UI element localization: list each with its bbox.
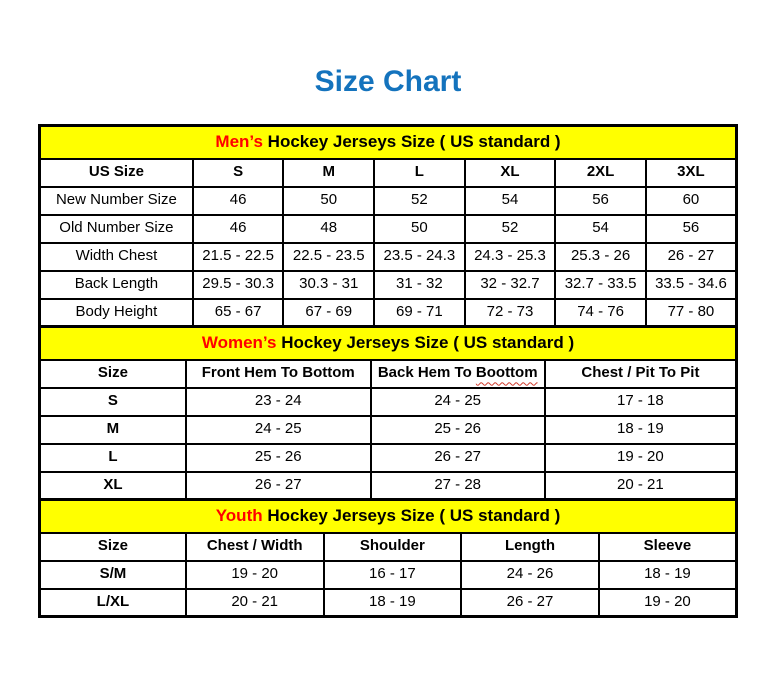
mens-cell: 46	[193, 215, 284, 243]
mens-size-table	[38, 124, 738, 328]
youth-table-row	[40, 589, 737, 617]
mens-cell: 69 - 71	[374, 299, 465, 327]
womens-cell: 25 - 26	[371, 416, 545, 444]
mens-table-row	[40, 271, 737, 299]
mens-cell: 74 - 76	[555, 299, 646, 327]
womens-banner-row	[40, 327, 737, 360]
mens-cell: 72 - 73	[465, 299, 556, 327]
youth-column-header: Length	[461, 533, 599, 561]
page-title: Size Chart	[314, 65, 462, 98]
youth-cell: 26 - 27	[461, 589, 599, 617]
mens-cell: 48	[283, 215, 374, 243]
youth-column-header: Chest / Width	[186, 533, 324, 561]
womens-cell: 17 - 18	[545, 388, 737, 416]
mens-cell: 46	[193, 187, 284, 215]
mens-row-label: Back Length	[40, 271, 193, 299]
mens-cell: 65 - 67	[193, 299, 284, 327]
mens-cell: 50	[374, 215, 465, 243]
womens-table-row	[40, 388, 737, 416]
size-tables	[38, 124, 738, 618]
mens-row-label: New Number Size	[40, 187, 193, 215]
mens-cell: 26 - 27	[646, 243, 737, 271]
mens-cell: 60	[646, 187, 737, 215]
womens-table-row	[40, 416, 737, 444]
mens-table-row	[40, 187, 737, 215]
mens-row-label: Body Height	[40, 299, 193, 327]
mens-table-row	[40, 243, 737, 271]
womens-row-label: M	[40, 416, 186, 444]
womens-banner	[40, 327, 737, 360]
womens-row-label: L	[40, 444, 186, 472]
mens-cell: 56	[646, 215, 737, 243]
mens-column-header: L	[374, 159, 465, 187]
mens-cell: 52	[465, 215, 556, 243]
mens-cell: 21.5 - 22.5	[193, 243, 284, 271]
mens-cell: 32.7 - 33.5	[555, 271, 646, 299]
womens-cell: 23 - 24	[186, 388, 371, 416]
mens-cell: 67 - 69	[283, 299, 374, 327]
youth-column-header: Sleeve	[599, 533, 737, 561]
youth-column-header: Shoulder	[324, 533, 462, 561]
youth-header-row	[40, 533, 737, 561]
youth-cell: 20 - 21	[186, 589, 324, 617]
womens-column-header: Size	[40, 360, 186, 388]
youth-row-label: L/XL	[40, 589, 186, 617]
youth-cell: 19 - 20	[599, 589, 737, 617]
mens-column-header: S	[193, 159, 284, 187]
womens-banner-text: Hockey Jerseys Size ( US standard )	[276, 332, 575, 352]
mens-cell: 50	[283, 187, 374, 215]
mens-column-header: XL	[465, 159, 556, 187]
womens-cell: 18 - 19	[545, 416, 737, 444]
mens-cell: 30.3 - 31	[283, 271, 374, 299]
mens-row-label: Width Chest	[40, 243, 193, 271]
youth-cell: 18 - 19	[599, 561, 737, 589]
mens-column-header: 3XL	[646, 159, 737, 187]
womens-column-header: Chest / Pit To Pit	[545, 360, 737, 388]
womens-column-header	[371, 360, 545, 388]
mens-banner	[40, 126, 737, 159]
womens-cell: 24 - 25	[371, 388, 545, 416]
mens-banner-highlight: Men’s	[215, 131, 263, 151]
mens-cell: 54	[555, 215, 646, 243]
womens-cell: 26 - 27	[186, 472, 371, 500]
mens-cell: 22.5 - 23.5	[283, 243, 374, 271]
womens-row-label: S	[40, 388, 186, 416]
mens-cell: 56	[555, 187, 646, 215]
mens-table-row	[40, 215, 737, 243]
youth-banner-highlight: Youth	[215, 505, 263, 525]
mens-cell: 24.3 - 25.3	[465, 243, 556, 271]
womens-cell: 24 - 25	[186, 416, 371, 444]
mens-row-label: Old Number Size	[40, 215, 193, 243]
womens-cell: 25 - 26	[186, 444, 371, 472]
mens-cell: 23.5 - 24.3	[374, 243, 465, 271]
womens-row-label: XL	[40, 472, 186, 500]
womens-table-row	[40, 472, 737, 500]
womens-cell: 19 - 20	[545, 444, 737, 472]
youth-banner-row	[40, 500, 737, 533]
youth-banner-text: Hockey Jerseys Size ( US standard )	[262, 505, 561, 525]
womens-header-row	[40, 360, 737, 388]
mens-cell: 54	[465, 187, 556, 215]
womens-size-table	[38, 325, 738, 501]
mens-column-header: 2XL	[555, 159, 646, 187]
womens-column-header-misspelled-word: Boottom	[475, 364, 538, 382]
womens-cell: 20 - 21	[545, 472, 737, 500]
mens-cell: 52	[374, 187, 465, 215]
mens-column-header: US Size	[40, 159, 193, 187]
youth-column-header: Size	[40, 533, 186, 561]
womens-cell: 26 - 27	[371, 444, 545, 472]
youth-cell: 19 - 20	[186, 561, 324, 589]
mens-cell: 29.5 - 30.3	[193, 271, 284, 299]
mens-cell: 25.3 - 26	[555, 243, 646, 271]
mens-cell: 32 - 32.7	[465, 271, 556, 299]
youth-cell: 24 - 26	[461, 561, 599, 589]
womens-column-header-text: Back Hem To	[377, 364, 476, 382]
youth-table-row	[40, 561, 737, 589]
womens-banner-highlight: Women’s	[201, 332, 277, 352]
mens-column-header: M	[283, 159, 374, 187]
youth-size-table	[38, 498, 738, 618]
mens-cell: 77 - 80	[646, 299, 737, 327]
mens-cell: 33.5 - 34.6	[646, 271, 737, 299]
mens-cell: 31 - 32	[374, 271, 465, 299]
mens-header-row	[40, 159, 737, 187]
mens-banner-text: Hockey Jerseys Size ( US standard )	[262, 131, 561, 151]
youth-banner	[40, 500, 737, 533]
mens-banner-row	[40, 126, 737, 159]
youth-row-label: S/M	[40, 561, 186, 589]
mens-table-row	[40, 299, 737, 327]
womens-table-row	[40, 444, 737, 472]
youth-cell: 16 - 17	[324, 561, 462, 589]
womens-cell: 27 - 28	[371, 472, 545, 500]
womens-column-header: Front Hem To Bottom	[186, 360, 371, 388]
youth-cell: 18 - 19	[324, 589, 462, 617]
